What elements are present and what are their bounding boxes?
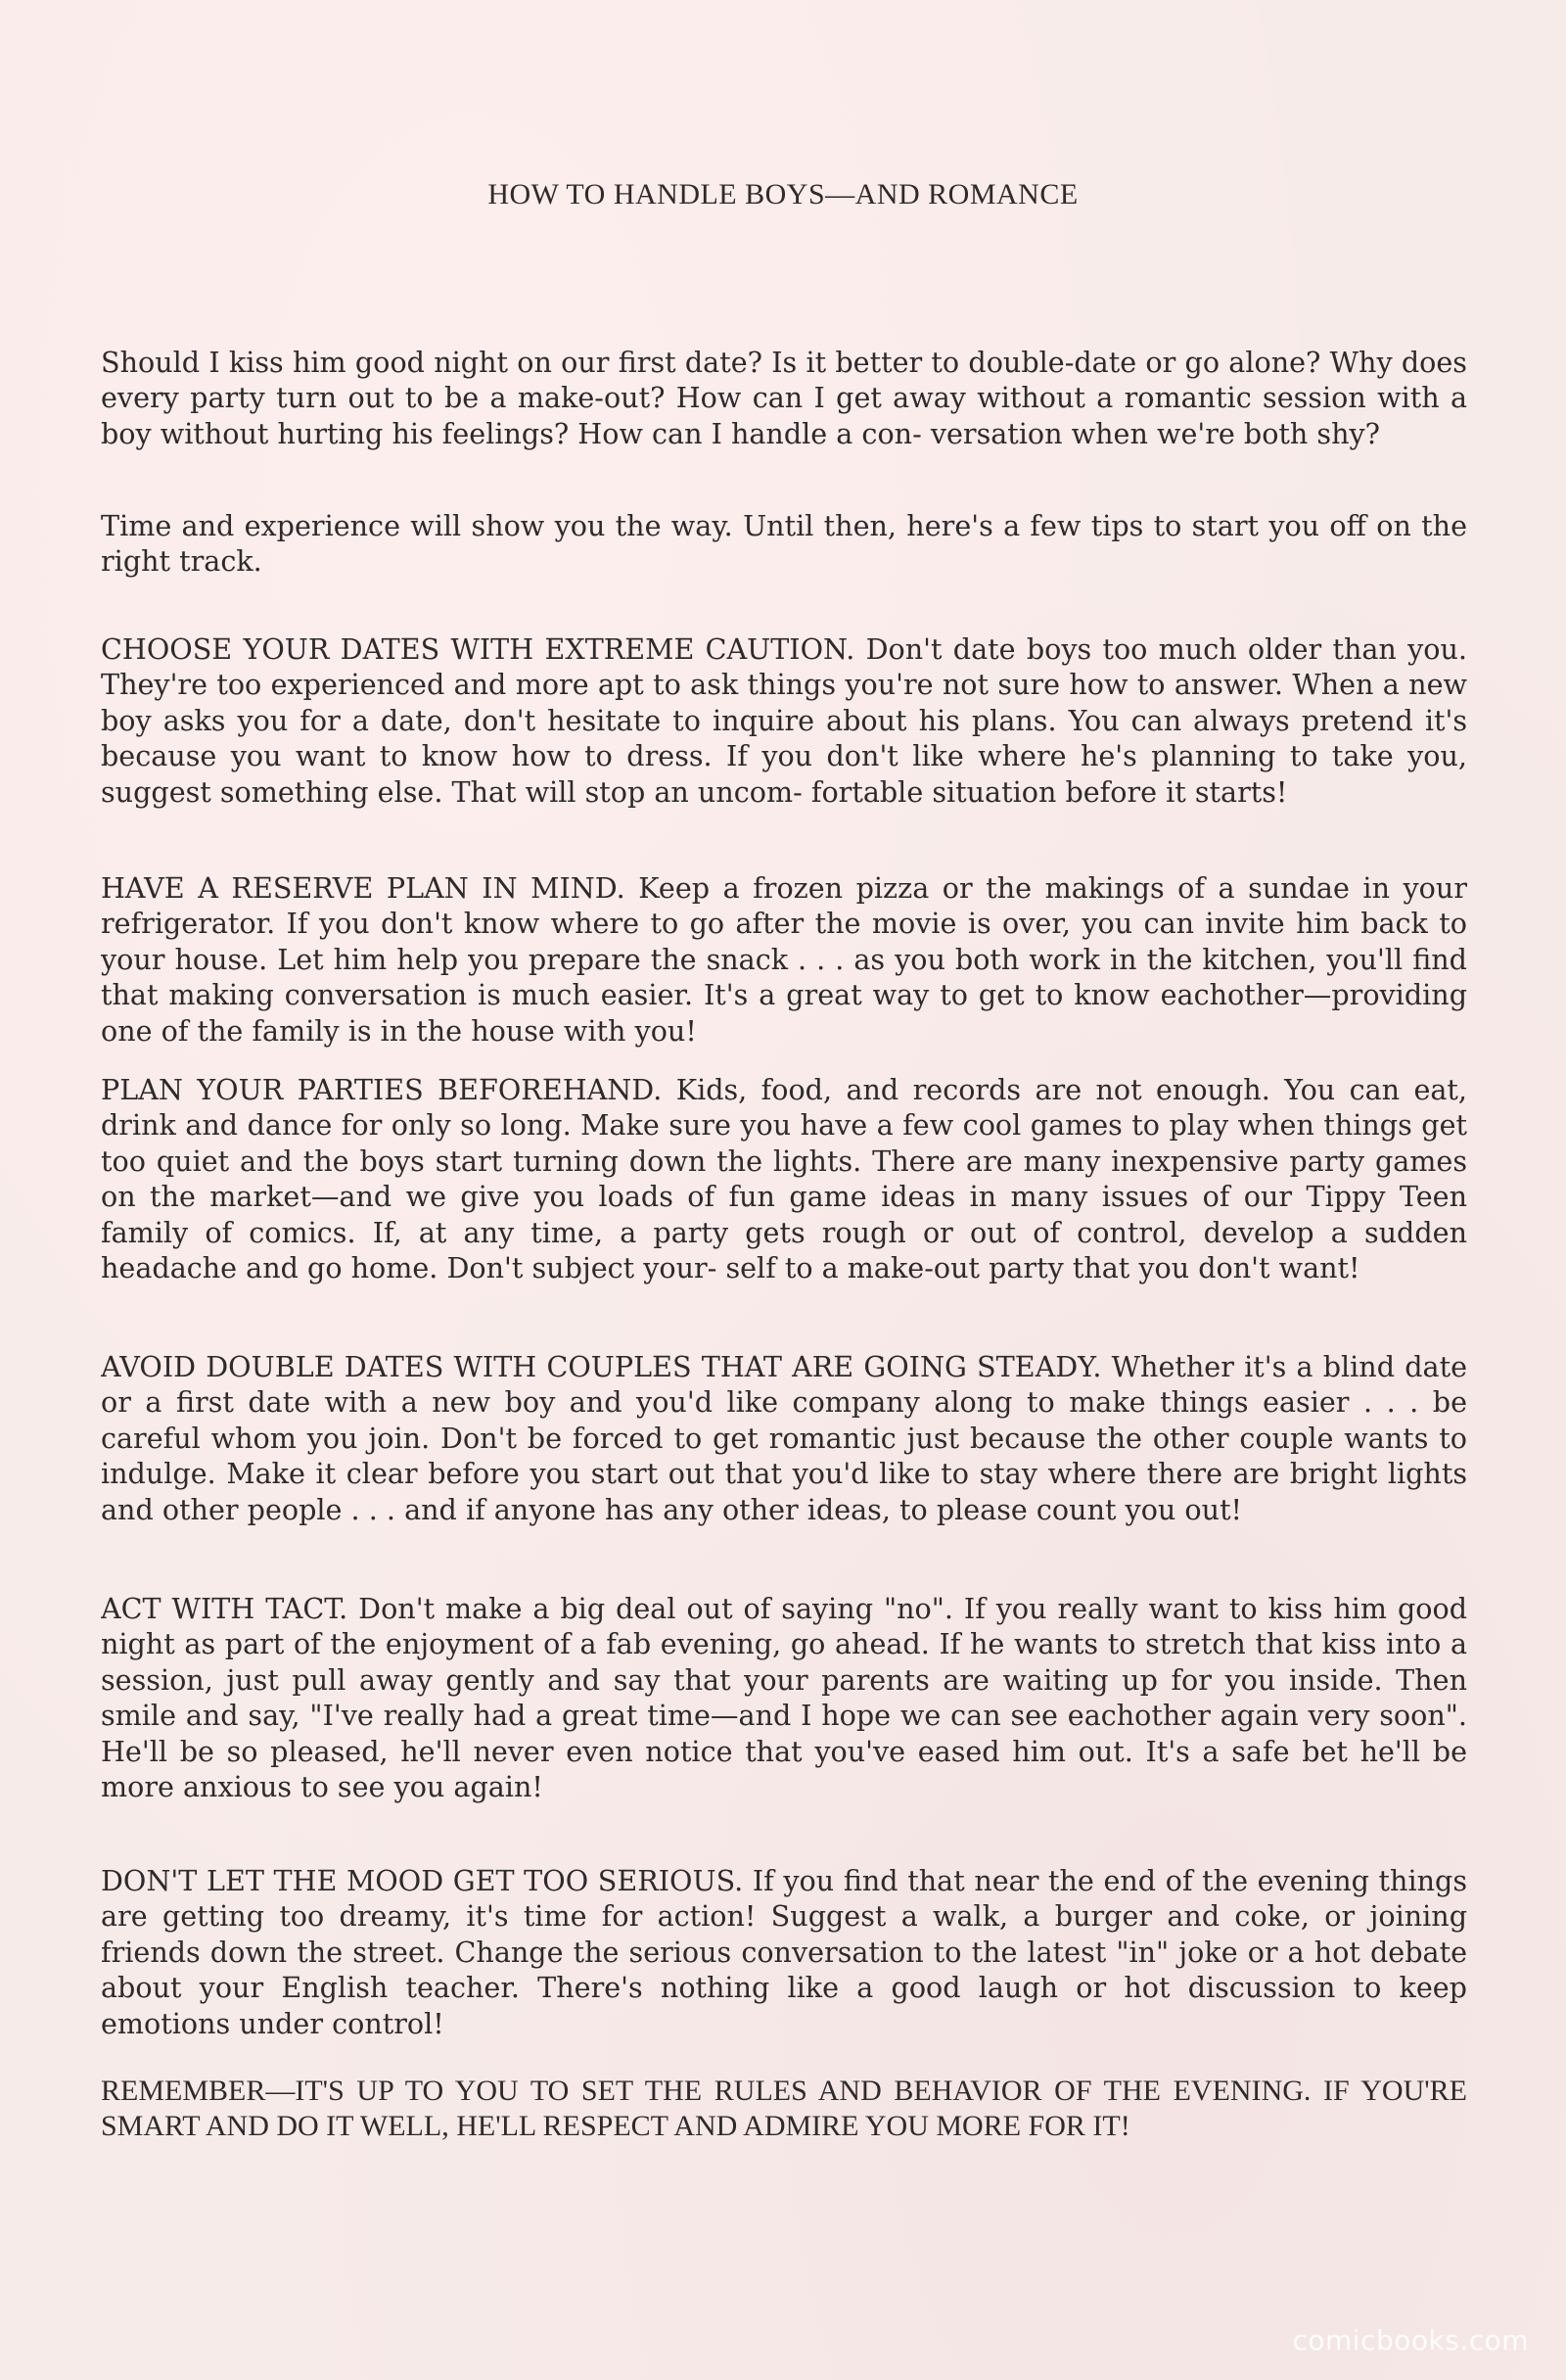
paragraph-lead: ACT WITH TACT. [101, 1592, 348, 1625]
paragraph-text: Kids, food, and records are not enough. You can eat, drink and dance for only so long. Make sure you have a few cool games to play when things get too quiet and the boys start turning down the lights. There are many inexpensive party games on the market—and we give you loads of fun game ideas in many issues of our Tippy Teen family of comics. If, at any time, a party gets rough or out of control, develop a sudden headache and go home. Don't subject your- self to a make-out party that you don't want! [101, 1073, 1467, 1285]
paragraph-text: Should I kiss him good night on our first date? Is it better to double-date or go alone? Why does every party turn out to be a make-out? How can I get away without a romantic session with a boy without hurting his feelings? How can I handle a con- versation when we're both shy? [101, 346, 1467, 450]
intro-questions-paragraph [101, 345, 1467, 452]
article-title: HOW TO HANDLE BOYS—AND ROMANCE [487, 178, 1079, 210]
closing-remember-paragraph: REMEMBER—IT'S UP TO YOU TO SET THE RULES AND BEHAVIOR OF THE EVENING. IF YOU'RE SMART AND DO IT WELL, HE'LL RESPECT AND ADMIRE YOU MORE FOR IT! [101, 2075, 1467, 2143]
tip-reserve-plan-paragraph [101, 870, 1467, 1050]
paragraph-text: Don't make a big deal out of saying "no". If you really want to kiss him good night as part of the enjoyment of a fab evening, go ahead. If he wants to stretch that kiss into a session, just pull away gently and say that your parents are waiting up for you inside. Then smile and say, "I've really had a great time—and I hope we can see eachother again very soon". He'll be so pleased, he'll never even notice that you've eased him out. It's a safe bet he'll be more anxious to see you again! [101, 1592, 1467, 1804]
paragraph-text: Whether it's a blind date or a first date with a new boy and you'd like company along to make things easier . . . be careful whom you join. Don't be forced to get romantic just because the other couple wants to indulge. Make it clear before you start out that you'd like to stay where there are bright lights and other people . . . and if anyone has any other ideas, to please count you out! [101, 1350, 1467, 1526]
paragraph-lead: CHOOSE YOUR DATES WITH EXTREME CAUTION. [101, 632, 855, 666]
intro-tips-paragraph [101, 508, 1467, 581]
paragraph-lead: AVOID DOUBLE DATES WITH COUPLES THAT ARE GOING STEADY. [101, 1350, 1102, 1383]
paragraph-lead: HAVE A RESERVE PLAN IN MIND. [101, 871, 625, 905]
paragraph-text: Time and experience will show you the way. Until then, here's a few tips to start you off on the right track. [101, 509, 1467, 579]
paragraph-lead: PLAN YOUR PARTIES BEFOREHAND. [101, 1073, 663, 1106]
article-body [101, 345, 1467, 2181]
watermark: comicbooks.com [1292, 2324, 1529, 2357]
tip-plan-parties-paragraph [101, 1072, 1467, 1323]
tip-mood-paragraph [101, 1863, 1467, 2043]
tip-double-dates-paragraph [101, 1349, 1467, 1564]
tip-choose-dates-paragraph [101, 631, 1467, 847]
paragraph-text: If you find that near the end of the evening things are getting too dreamy, it's time for action! Suggest a walk, a burger and coke, or joining friends down the street. Change the serious conversation to the latest "in" joke or a hot debate about your English teacher. There's nothing like a good laugh or hot discussion to keep emotions under control! [101, 1864, 1467, 2040]
paragraph-text: Don't date boys too much older than you. They're too experienced and more apt to ask things you're not sure how to answer. When a new boy asks you for a date, don't hesitate to inquire about his plans. You can always pretend it's because you want to know how to dress. If you don't like where he's planning to take you, suggest something else. That will stop an uncom- fortable situation before it starts! [101, 632, 1467, 809]
paragraph-text: Keep a frozen pizza or the makings of a sundae in your refrigerator. If you don't know where to go after the movie is over, you can invite him back to your house. Let him help you prepare the snack . . . as you both work in the kitchen, you'll find that making conversation is much easier. It's a great way to get to know eachother—providing one of the family is in the house with you! [101, 871, 1467, 1048]
tip-act-with-tact-paragraph [101, 1591, 1467, 1842]
paragraph-lead: DON'T LET THE MOOD GET TOO SERIOUS. [101, 1864, 744, 1897]
